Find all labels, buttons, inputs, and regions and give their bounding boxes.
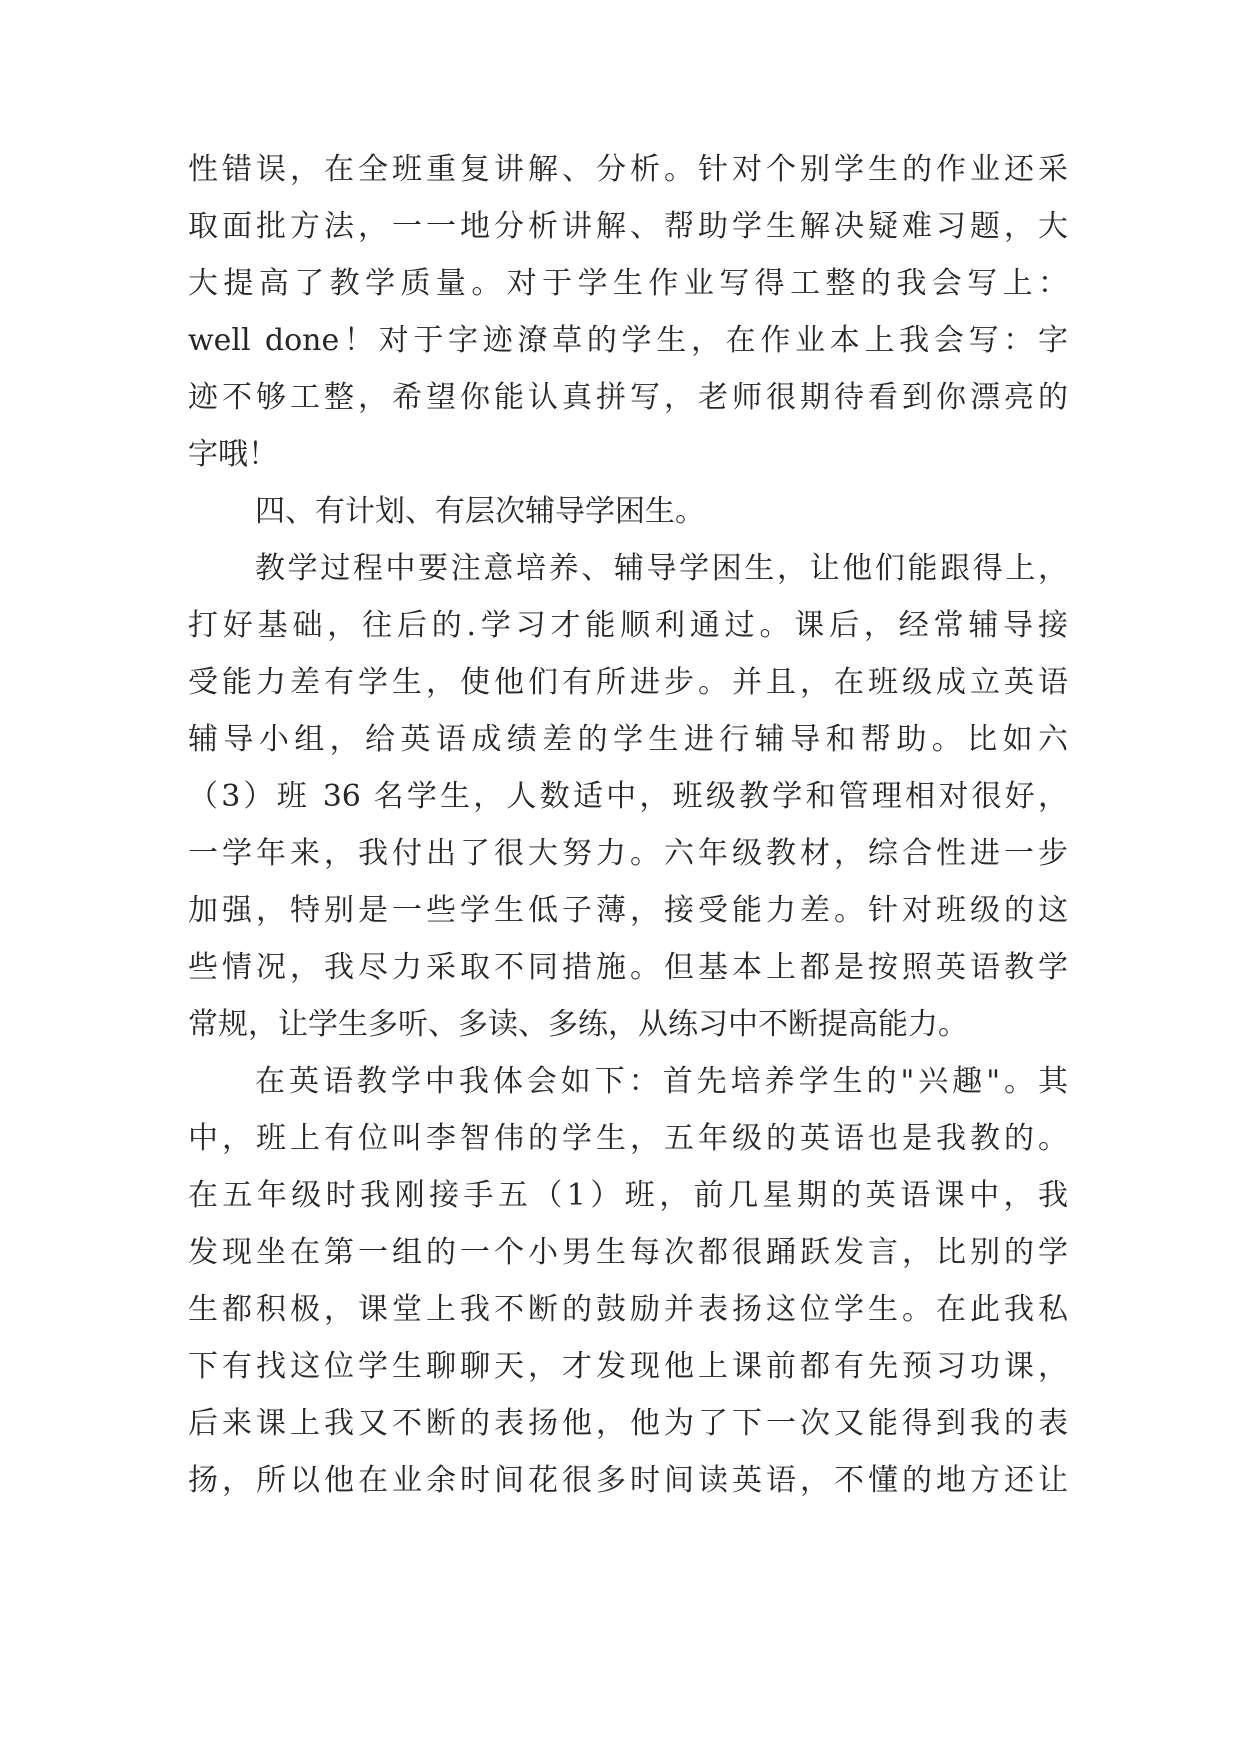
text-line: 发现坐在第一组的一个小男生每次都很踊跃发言，比别的学	[188, 1235, 1068, 1270]
text-line: 在英语教学中我体会如下：首先培养学生的"兴趣"。其	[255, 1064, 1068, 1099]
text-line: 取面批方法，一一地分析讲解、帮助学生解决疑难习题，大	[188, 209, 1068, 244]
text-line: 加强，特别是一些学生低子薄，接受能力差。针对班级的这	[188, 893, 1068, 928]
text-line: 在五年级时我刚接手五（1）班，前几星期的英语课中，我	[188, 1178, 1068, 1213]
text-line: 常规，让学生多听、多读、多练，从练习中不断提高能力。	[188, 1007, 968, 1042]
text-line: 些情况，我尽力采取不同措施。但基本上都是按照英语教学	[188, 950, 1068, 985]
text-line: 迹不够工整，希望你能认真拼写，老师很期待看到你漂亮的	[188, 380, 1068, 415]
text-line: 下有找这位学生聊聊天，才发现他上课前都有先预习功课，	[188, 1349, 1068, 1384]
text-line: 教学过程中要注意培养、辅导学困生，让他们能跟得上，	[255, 551, 1068, 586]
text-line: 生都积极，课堂上我不断的鼓励并表扬这位学生。在此我私	[188, 1292, 1068, 1327]
text-line: 字哦！	[188, 437, 278, 472]
text-line: well done！对于字迹潦草的学生，在作业本上我会写：字	[188, 323, 1068, 358]
text-line: （3）班 36 名学生，人数适中，班级教学和管理相对很好，	[188, 779, 1068, 814]
section-heading: 四、有计划、有层次辅导学困生。	[255, 494, 705, 529]
text-line: 受能力差有学生，使他们有所进步。并且，在班级成立英语	[188, 665, 1068, 700]
text-line: 扬，所以他在业余时间花很多时间读英语，不懂的地方还让	[188, 1463, 1068, 1498]
text-line: 大提高了教学质量。对于学生作业写得工整的我会写上：	[188, 266, 1068, 301]
text-line: 后来课上我又不断的表扬他，他为了下一次又能得到我的表	[188, 1406, 1068, 1441]
text-line: 打好基础，往后的.学习才能顺利通过。课后，经常辅导接	[188, 608, 1068, 643]
text-line: 一学年来，我付出了很大努力。六年级教材，综合性进一步	[188, 836, 1068, 871]
text-line: 中，班上有位叫李智伟的学生，五年级的英语也是我教的。	[188, 1121, 1068, 1156]
text-line: 辅导小组，给英语成绩差的学生进行辅导和帮助。比如六	[188, 722, 1068, 757]
text-line: 性错误，在全班重复讲解、分析。针对个别学生的作业还采	[188, 152, 1068, 187]
